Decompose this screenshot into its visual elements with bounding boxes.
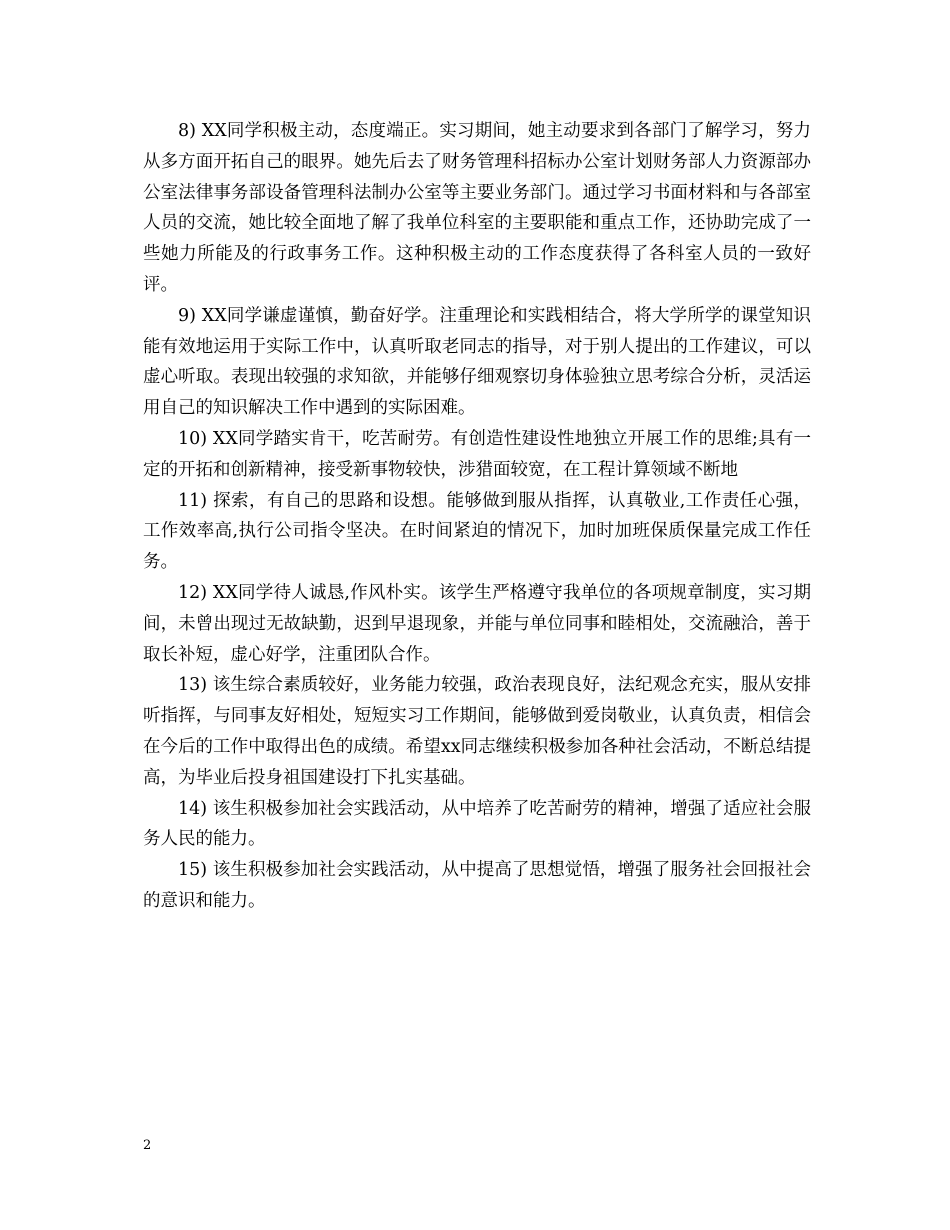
paragraph-15: 15) 该生积极参加社会实践活动，从中提高了思想觉悟，增强了服务社会回报社会的意识和能力。 [143, 860, 811, 911]
paragraph-11: 11) 探索，有自己的思路和设想。能够做到服从指挥，认真敬业,工作责任心强，工作效率高,执行公司指令坚决。在时间紧迫的情况下，加时加班保质保量完成工作任务。 [143, 490, 811, 573]
paragraph-12: 12) XX同学待人诚恳,作风朴实。该学生严格遵守我单位的各项规章制度，实习期间，未曾出现过无故缺勤，迟到早退现象，并能与单位同事和睦相处，交流融洽，善于取长补短，虚心好学，注重团队合作。 [143, 582, 811, 665]
page-number: 2 [143, 1138, 152, 1153]
paragraph-8: 8) XX同学积极主动，态度端正。实习期间，她主动要求到各部门了解学习，努力从多方面开拓自己的眼界。她先后去了财务管理科招标办公室计划财务部人力资源部办公室法律事务部设备管理科法制办公室等主要业务部门。通过学习书面材料和与各部室人员的交流，她比较全面地了解了我单位科室的主要职能和重点工作，还协助完成了一些她力所能及的行政事务工作。这种积极主动的工作态度获得了各科室人员的一致好评。 [143, 121, 811, 295]
paragraph-9: 9) XX同学谦虚谨慎，勤奋好学。注重理论和实践相结合，将大学所学的课堂知识能有效地运用于实际工作中，认真听取老同志的指导，对于别人提出的工作建议，可以虚心听取。表现出较强的求知欲，并能够仔细观察切身体验独立思考综合分析，灵活运用自己的知识解决工作中遇到的实际困难。 [143, 305, 811, 419]
paragraph-14: 14) 该生积极参加社会实践活动，从中培养了吃苦耐劳的精神，增强了适应社会服务人民的能力。 [143, 798, 811, 850]
paragraph-10: 10) XX同学踏实肯干，吃苦耐劳。有创造性建设性地独立开展工作的思维;具有一定的开拓和创新精神，接受新事物较快，涉猎面较宽，在工程计算领域不断地 [143, 428, 811, 480]
document-body [143, 116, 811, 917]
paragraph-13: 13) 该生综合素质较好，业务能力较强，政治表现良好，法纪观念充实，服从安排听指挥，与同事友好相处，短短实习工作期间，能够做到爱岗敬业，认真负责，相信会在今后的工作中取得出色的成绩。希望xx同志继续积极参加各种社会活动，不断总结提高，为毕业后投身祖国建设打下扎实基础。 [143, 675, 811, 788]
